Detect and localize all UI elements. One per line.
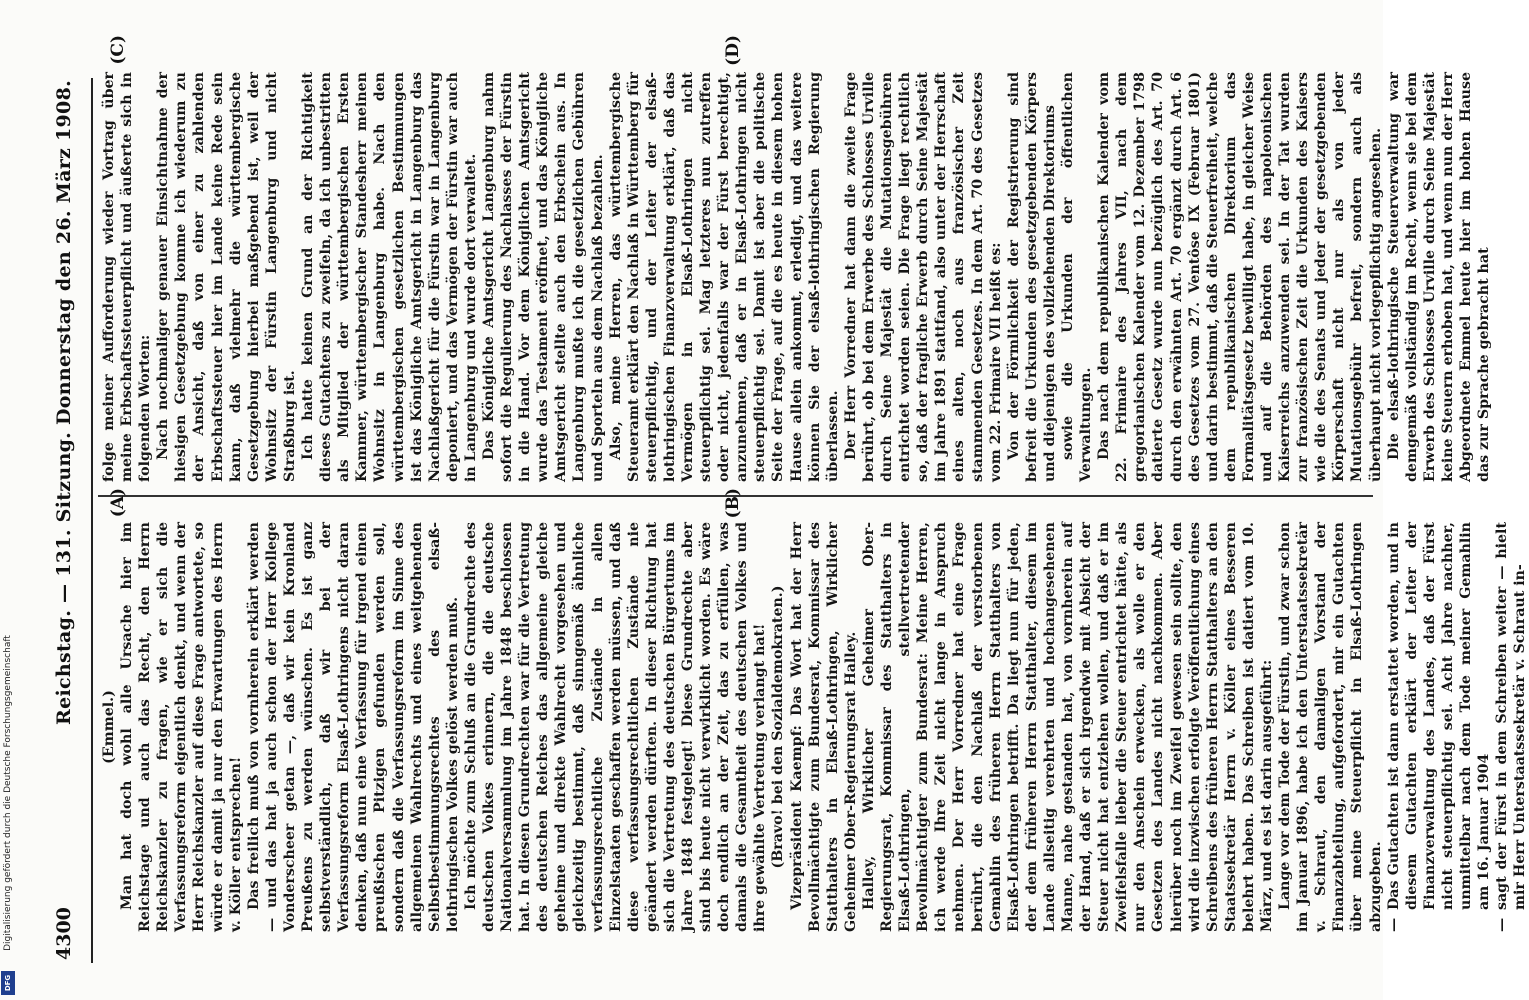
- quotation-list: [1385, 522, 1529, 932]
- paragraph: Das nach dem republikanischen Kalender vom 22. Frimaire des Jahres VII, nach dem gregorianischen Kalender vom 12. Dezember 1798 datierte Gesetz wurde nun bezüglich des Art. 70 durch den erwähnten Art. 70 ergänzt durch Art. 6 des Gesetzes vom 27. Ventôse IX (Februar 1801) und darin bestimmt, daß die Steuerfreiheit, welche dem republikanischen Direktorium das Formalitätsgesetz bewilligt habe, in gleicher Weise und auf die Behörden des napoleonischen Kaiserreichs anzuwenden sei. In der Tat wurden zur französischen Zeit die Urkunden des Kaisers wie die des Senats und jeder der gesetzgebenden Körperschaft nicht nur als von jeder Mutationsgebühr befreit, sondern auch als überhaupt nicht vorlegepflichtig angesehen.: [1096, 72, 1384, 482]
- quotation: Lange vor dem Tode der Fürstin, und zwar schon im Januar 1896, habe ich den Unterstaatssekretär v. Schraut, den damaligen Vorstand der Finanzabteilung, aufgefordert, mir ein Gutachten über meine Steuerpflicht in Elsaß-Lothringen abzugeben.: [1277, 522, 1384, 932]
- applause-note: (Bravo! bei den Sozialdemokraten.): [770, 585, 787, 869]
- quotation: — sagt der Fürst in dem Schreiben weiter — hielt mir Herr Unterstaatssekretär v. Schraut in-: [1493, 522, 1529, 910]
- paragraph: Halley, Wirklicher Geheimer Ober-Regierungsrat, Kommissar des Statthalters in Elsaß-Lothringen, stellvertretender Bevollmächtigter zum Bundesrat: Meine Herren, ich werde Ihre Zeit nicht lange in Anspruch nehmen. Der Herr Vorredner hat eine Frage berührt, die den Nachlaß der verstorbenen Gemahlin des früheren Herrn Statthalters von Elsaß-Lothringen betrifft. Da liegt nun für jeden, der dem früheren Herrn Statthalter, diesem im Lande allseitig verehrten und hochangesehenen Manne, nahe gestanden hat, von vornherein auf der Hand, daß er sich irgendwie mit Absicht der Steuer nicht hat entziehen wollen, und daß er im Zweifelsfalle lieber die Steuer entrichtet hätte, als nur den Anschein erwecken, als wolle er den Gesetzen des Landes nicht nachkommen. Aber hierüber noch im Zweifel gewesen sein sollte, den wird die inzwischen erfolgte Veröffentlichung eines Schreibens des früheren Herrn Statthalters an den Staatssekretär Herrn v. Köller eines Besseren belehrt haben. Das Schreiben ist datiert vom 10. März, und es ist darin ausgeführt:: [860, 522, 1275, 932]
- margin-marker-b: (B): [723, 488, 743, 519]
- page-number: 4300: [53, 907, 75, 960]
- margin-marker-a: (A): [108, 488, 128, 518]
- quotation: Ich hatte keinen Grund an der Richtigkeit dieses Gutachtens zu zweifeln, da ich unbestritten als Mitglied der württembergischen Ersten Kammer, württembergischer Standesherr meinen Wohnsitz in Langenburg habe. Nach den württembergischen gesetzlichen Bestimmungen ist das Königliche Amtsgericht in Langenburg das Nachlaßgericht für die Fürstin war in Langenburg deponiert, und das Vermögen der Fürstin war auch in Langenburg und wurde dort verwaltet.: [300, 72, 479, 482]
- paragraph: Vizepräsident Kaempf: Das Wort hat der Herr Bevollmächtigte zum Bundesrat, Kommissar des Statthalters in Elsaß-Lothringen, Wirklicher Geheimer Ober-Regierungsrat Halley.: [788, 522, 859, 932]
- speaker-tag: (Emmel.): [101, 690, 117, 764]
- header-rule: [91, 78, 93, 963]
- paragraph: Das Königliche Amtsgericht Langenburg nahm sofort die Regulierung des Nachlasses der Fürstin in die Hand. Vor dem Königlichen Amtsgericht wurde das Testament eröffnet, und das Königliche Amtsgericht stellte auch den Erbschein aus. In Langenburg mußte ich die gesetzlichen Gebühren und Sporteln aus dem Nachlaß bezahlen.: [480, 72, 606, 482]
- paragraph: Die elsaß-lothringische Steuerverwaltung war demgemäß vollständig im Recht, wenn sie bei dem Erwerb des Schlosses Urville durch Seine Majestät keine Steuern erhoben hat, und wenn nun der Herr Abgeordnete Emmel heute hier im hohen Hause das zur Sprache gebracht hat: [1385, 72, 1493, 482]
- margin-marker-c: (C): [108, 35, 128, 65]
- right-column: [100, 72, 1493, 482]
- quotation: Nach nochmaliger genauer Einsichtnahme der hiesigen Gesetzgebung komme ich wiederum zu der Ansicht, daß von einer zu zahlenden Erbschaftssteuer hier im Lande keine Rede sein kann, daß vielmehr die württembergische Gesetzgebung hierbei maßgebend ist, weil der Wohnsitz der Fürstin Langenburg und nicht Straßburg ist.: [155, 72, 298, 482]
- paragraph: Ich möchte zum Schluß an die Grundrechte des deutschen Volkes erinnern, die die deutsche Nationalversammlung im Jahre 1848 beschlossen hat. In diesen Grundrechten war für die Vertretung des deutschen Reiches das allgemeine gleiche geheime und direkte Wahlrecht vorgesehen und gleichzeitig bestimmt, daß sinngemäß ähnliche verfassungsrechtliche Zustände in allen Einzelstaaten geschaffen werden müssen, und daß diese verfassungsrechtlichen Zustände nie geändert werden dürften. In dieser Richtung hat sich die Vertretung des deutschen Bürgertums im Jahre 1848 festgelegt! Diese Grundrechte aber sind bis heute nicht verwirklicht worden. Es wäre doch endlich an der Zeit, das zu erfüllen, was damals die Gesamtheit des deutschen Volkes und ihre gewählte Vertretung verlangt hat!: [462, 522, 769, 932]
- margin-marker-d: (D): [723, 35, 743, 66]
- paragraph: Das freilich muß von vornherein erklärt werden — und das hat ja auch schon der Herr Kollege Vonderscheer getan —, daß wir kein Kronland Preußens zu werden wünschen. Es ist ganz selbstverständlich, daß wir bei der Verfassungsreform Elsaß-Lothringens nicht daran denken, daß nun eine Verfassung für irgend einen preußischen Pitzigen gefunden werden soll, sondern daß die Verfassungsreform im Sinne des allgemeinen Wahlrechts und eines weitgehenden Selbstbestimmungsrechtes des elsaß-lothringischen Volkes gelöst werden muß.: [245, 522, 461, 932]
- paragraph: Der Herr Vorredner hat dann die zweite Frage berührt, ob bei dem Erwerbe des Schlosses Urville durch Seine Majestät die Mutationsgebühren entrichtet worden seien. Die Frage liegt rechtlich so, daß der fragliche Erwerb durch Seine Majestät im Jahre 1891 stattfand, also unter der Herrschaft eines alten, noch aus französischer Zeit stammenden Gesetzes. In dem Art. 70 des Gesetzes vom 22. Frimaire VII heißt es:: [842, 72, 1004, 482]
- quotation: — Das Gutachten ist dann erstattet worden, und in diesem Gutachten erklärt der Leiter der Finanzverwaltung des Landes, daß der Fürst nicht steuerpflichtig sei. Acht Jahre nachher, unmittelbar nach dem Tode meiner Gemahlin am 16. Januar 1904: [1385, 522, 1494, 910]
- running-head-title: Reichstag. — 131. Sitzung. Donnerstag den 26. März 1908.: [53, 80, 75, 726]
- digitization-credit: Digitalisierung gefördert durch die Deutsche Forschungsgemeinschaft: [3, 634, 13, 951]
- quotation: Von der Förmlichkeit der Registrierung sind befreit die Urkunden des gesetzgebenden Körpers und diejenigen des vollziehenden Direktoriums: [1005, 72, 1058, 482]
- dfg-logo: DFG: [1, 971, 15, 995]
- paragraph: Man hat doch wohl alle Ursache hier im Reichstage und auch das Recht, den Herrn Reichskanzler zu fragen, wie er sich die Verfassungsreform eigentlich denkt, und wenn der Herr Reichskanzler auf diese Frage antwortete, so würde er damit ja nur den Erwartungen des Herrn v. Köller entsprechen!: [119, 522, 244, 932]
- paragraph: Also, meine Herren, das württembergische Steueramt erklärt den Nachlaß in Württemberg für steuerpflichtig, und der Leiter der elsaß-lothringischen Finanzverwaltung erklärt, daß das Vermögen in Elsaß-Lothringen nicht steuerpflichtig sei. Mag letzteres nun zutreffen oder nicht, jedenfalls war der Fürst berechtigt, anzunehmen, daß er in Elsaß-Lothringen nicht steuerpflichtig sei. Damit ist aber die politische Seite der Frage, auf die es heute in diesem hohen Hause allein ankommt, erledigt, und das weitere können Sie der elsaß-lothringischen Regierung überlassen.: [607, 72, 841, 482]
- quotation: sowie die Urkunden der öffentlichen Verwaltungen.: [1059, 72, 1095, 482]
- paragraph: folge meiner Aufforderung wieder Vortrag über meine Erbschaftssteuerpflicht und äußerte sich in folgenden Worten:: [101, 72, 154, 482]
- running-head: [50, 80, 78, 960]
- left-column: [100, 522, 1529, 932]
